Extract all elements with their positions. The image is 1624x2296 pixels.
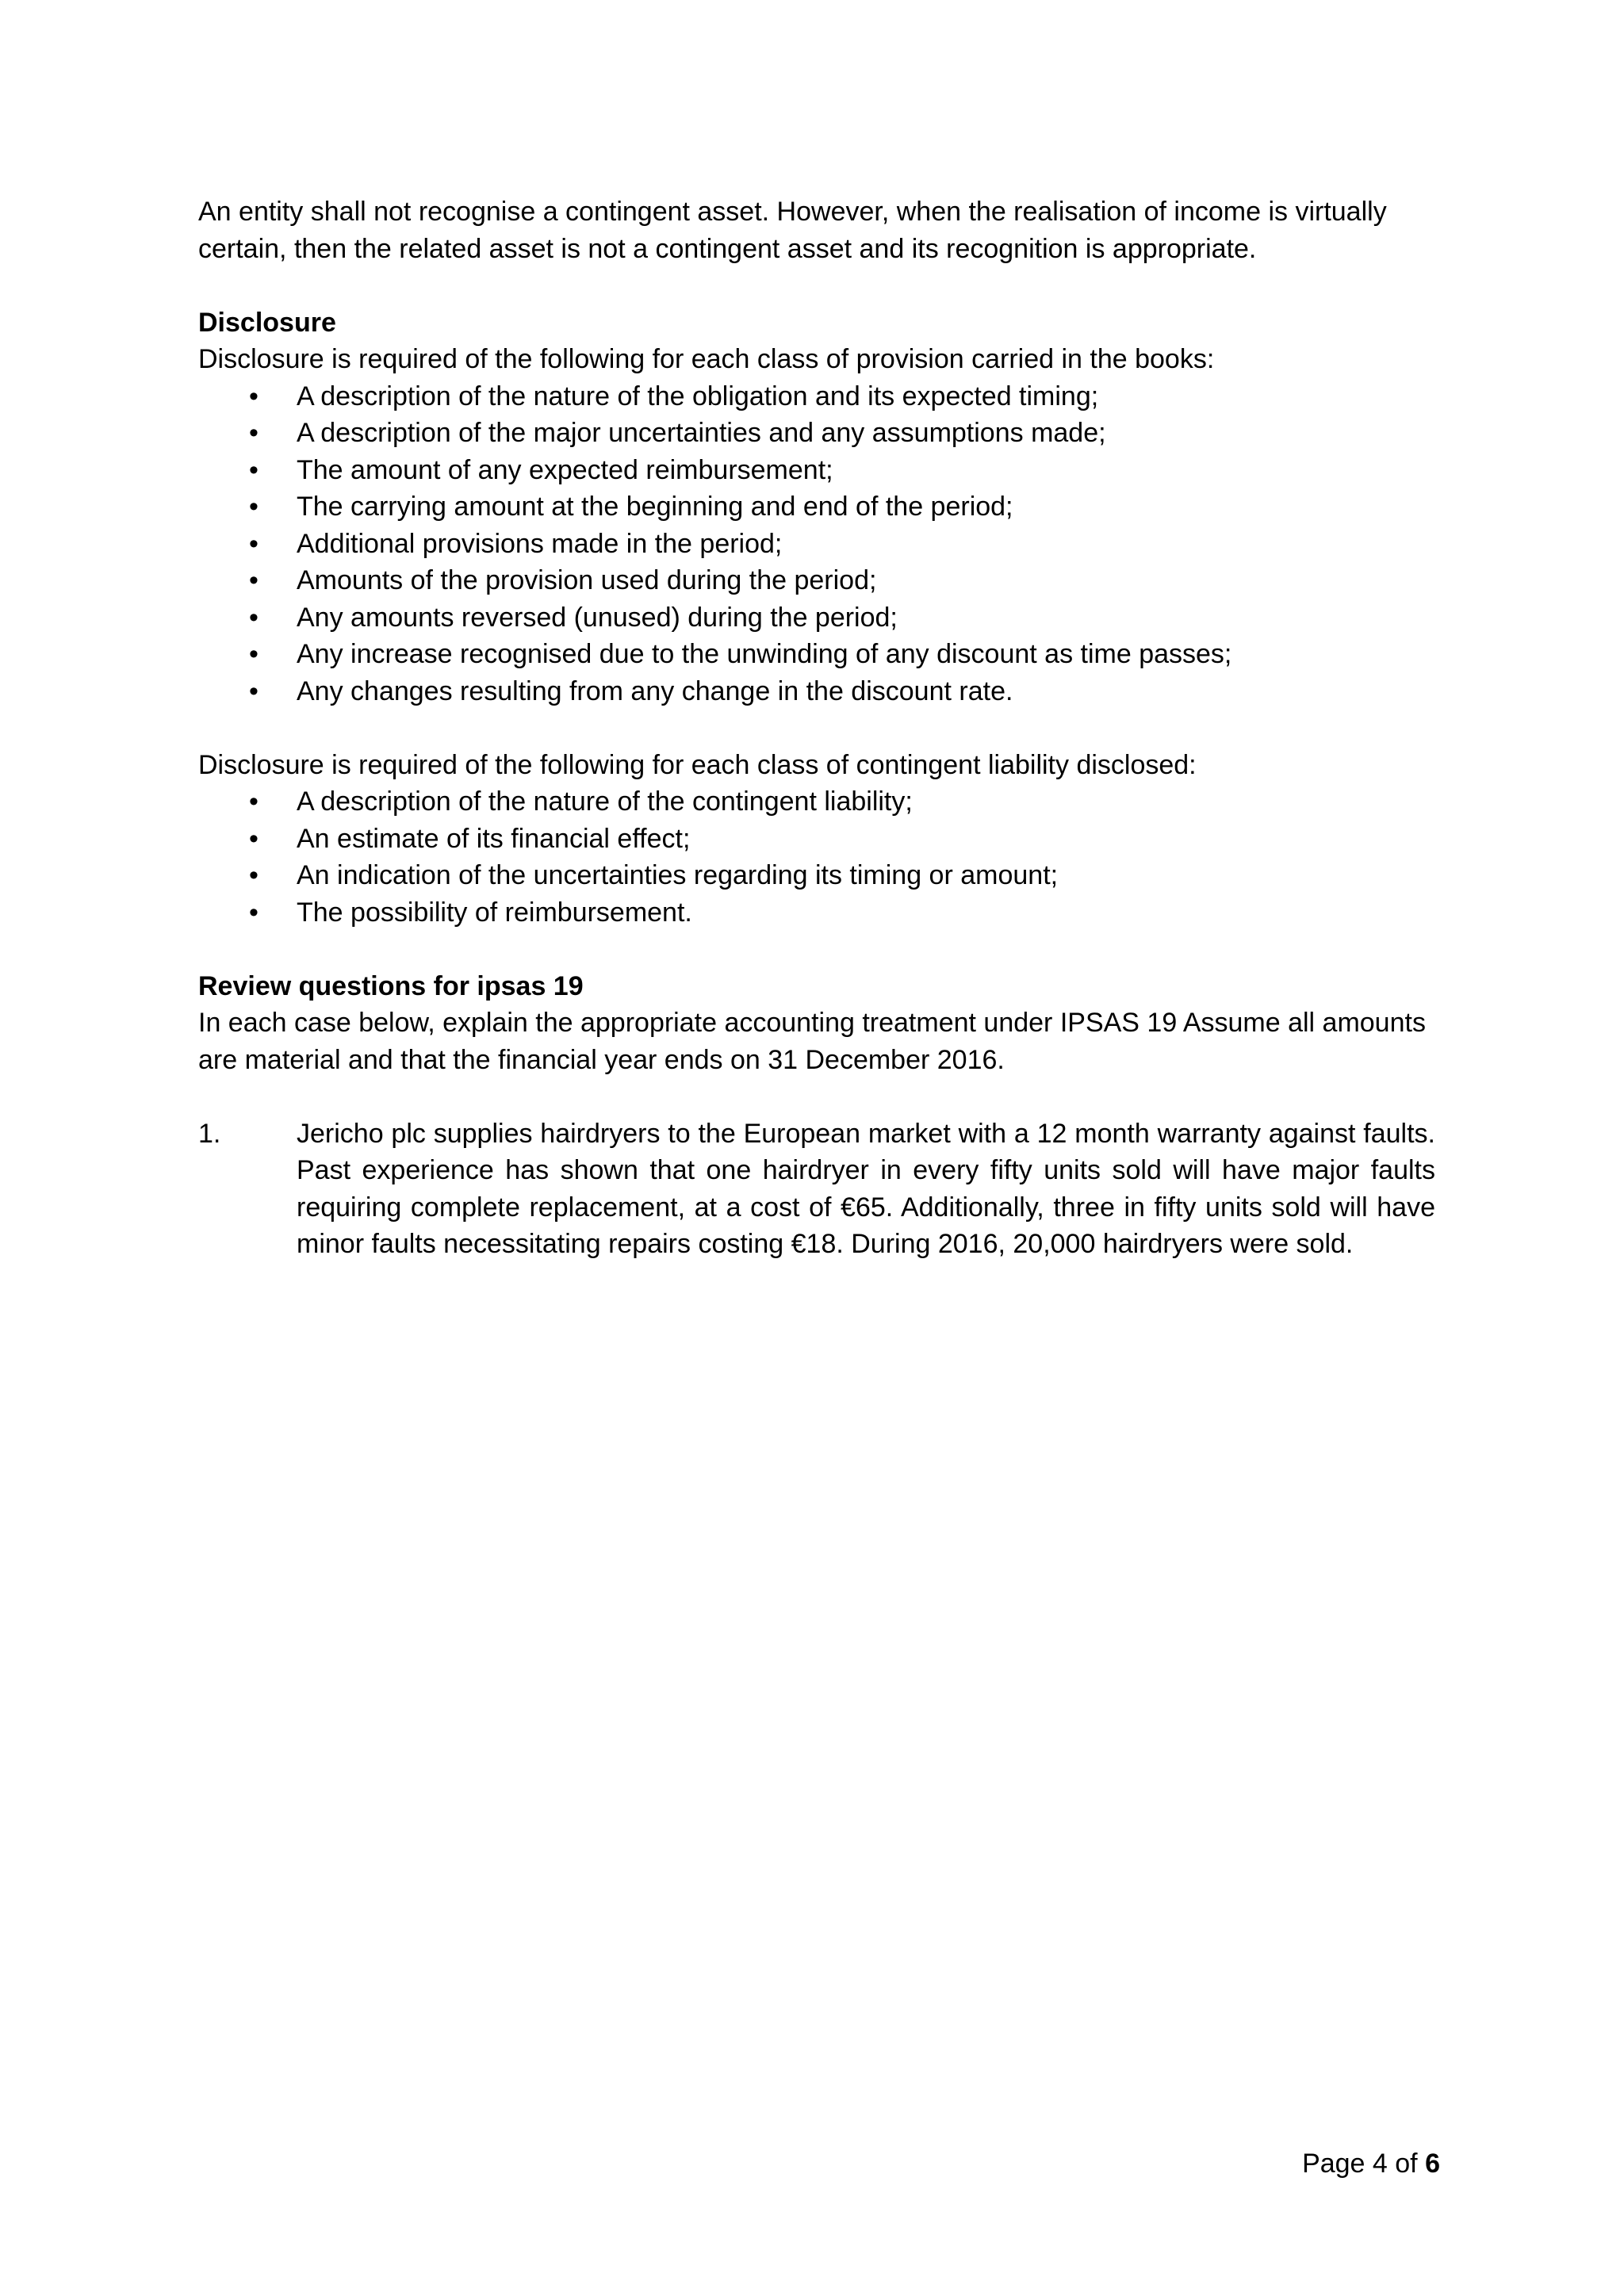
bullet-icon: • [249,565,259,595]
review-question [198,1115,1435,1263]
list-item [198,636,1435,673]
bullet-icon: • [249,675,259,706]
provision-disclosure-list [198,378,1435,710]
contingent-liability-disclosure-intro: Disclosure is required of the following for each class of contingent liability disclosed: [198,749,1197,780]
list-item [198,599,1435,637]
page-content [198,193,1435,1263]
page-number-prefix: Page 4 of [1302,2149,1418,2179]
list-item-text: Any amounts reversed (unused) during the period; [297,602,898,633]
list-item-text: The amount of any expected reimbursement; [297,454,833,485]
bullet-icon: • [249,823,259,854]
page-number-footer [1189,2145,1440,2182]
list-item-text: A description of the nature of the obligation and its expected timing; [297,381,1099,411]
bullet-icon: • [249,639,259,669]
list-item-text: Amounts of the provision used during the period; [297,565,877,595]
list-item [198,783,1435,821]
list-item-text: An estimate of its financial effect; [297,823,691,854]
list-item [198,526,1435,563]
spacer [198,1078,1435,1115]
review-questions-heading: Review questions for ipsas 19 [198,970,584,1001]
list-item [198,894,1435,932]
list-item [198,673,1435,710]
bullet-icon: • [249,860,259,890]
bullet-icon: • [249,897,259,928]
disclosure-heading: Disclosure [198,307,336,338]
bullet-icon: • [249,602,259,633]
list-item [198,415,1435,452]
list-item-text: Additional provisions made in the period; [297,528,783,559]
provision-disclosure-intro: Disclosure is required of the following for each class of provision carried in the books: [198,344,1215,374]
list-item [198,488,1435,526]
question-number: 1. [198,1118,221,1149]
spacer [198,267,1435,304]
question-text: Jericho plc supplies hairdryers to the European market with a 12 month warranty against faults. Past experience has shown that one hairdryer in every fifty units sold will have major faults requiring complete replacement, at a cost of €65. Additionally, three in fifty units sold will have minor faults necessitating repairs costing €18. During 2016, 20,000 hairdryers were sold. [297,1118,1435,1259]
list-item-text: The possibility of reimbursement. [297,897,692,928]
spacer [198,710,1435,747]
list-item-text: Any changes resulting from any change in the discount rate. [297,675,1013,706]
list-item-text: A description of the nature of the contingent liability; [297,786,913,817]
list-item-text: A description of the major uncertainties and any assumptions made; [297,418,1106,448]
spacer [198,931,1435,968]
bullet-icon: • [249,381,259,411]
bullet-icon: • [249,528,259,559]
page-total: 6 [1425,2149,1440,2179]
list-item [198,562,1435,599]
contingent-asset-paragraph: An entity shall not recognise a contingent asset. However, when the realisation of income is virtually certain, then the related asset is not a contingent asset and its recognition is appropriate. [198,197,1387,264]
list-item [198,821,1435,858]
bullet-icon: • [249,492,259,522]
list-item [198,452,1435,489]
review-questions-intro: In each case below, explain the appropriate accounting treatment under IPSAS 19 Assume all amounts are material and that the financial year ends on 31 December 2016. [198,1008,1426,1075]
list-item [198,857,1435,894]
bullet-icon: • [249,454,259,485]
list-item-text: The carrying amount at the beginning and end of the period; [297,492,1013,522]
bullet-icon: • [249,418,259,448]
bullet-icon: • [249,786,259,817]
list-item [198,378,1435,415]
list-item-text: An indication of the uncertainties regarding its timing or amount; [297,860,1059,890]
list-item-text: Any increase recognised due to the unwinding of any discount as time passes; [297,639,1232,669]
contingent-liability-disclosure-list [198,783,1435,931]
